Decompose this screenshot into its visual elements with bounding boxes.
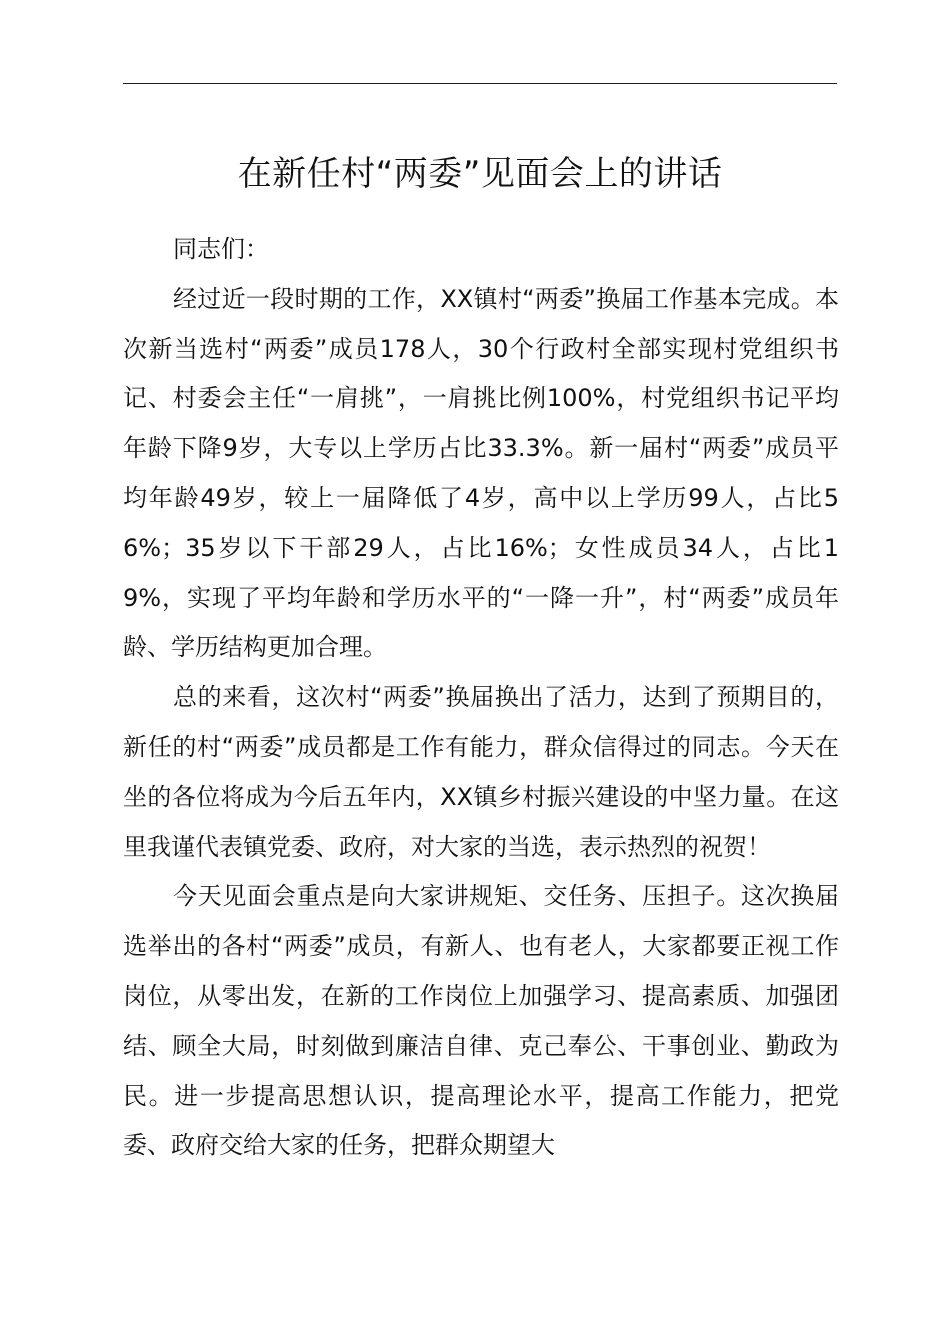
document-body [123, 225, 839, 1171]
document-title: 在新任村“两委”见面会上的讲话 [237, 154, 723, 194]
paragraph-2: 总的来看，这次村“两委”换届换出了活力，达到了预期目的，新任的村“两委”成员都是工作有能力，群众信得过的同志。今天在坐的各位将成为今后五年内，XX镇乡村振兴建设的中坚力量。在这里我谨代表镇党委、政府，对大家的当选，表示热烈的祝贺！ [123, 683, 839, 861]
salutation: 同志们： [173, 235, 269, 263]
header-rule [123, 83, 837, 84]
paragraph-1: 经过近一段时期的工作，XX镇村“两委”换届工作基本完成。本次新当选村“两委”成员178人，30个行政村全部实现村党组织书记、村委会主任“一肩挑”，一肩挑比例100%，村党组织书记平均年龄下降9岁，大专以上学历占比33.3%。新一届村“两委”成员平均年龄49岁，较上一届降低了4岁，高中以上学历99人，占比56%；35岁以下干部29人，占比16%；女性成员34人，占比19%，实现了平均年龄和学历水平的“一降一升”，村“两委”成员年龄、学历结构更加合理。 [123, 284, 839, 662]
paragraph-3: 今天见面会重点是向大家讲规矩、交任务、压担子。这次换届选举出的各村“两委”成员，有新人、也有老人，大家都要正视工作岗位，从零出发，在新的工作岗位上加强学习、提高素质、加强团结、顾全大局，时刻做到廉洁自律、克己奉公、干事创业、勤政为民。进一步提高思想认识，提高理论水平，提高工作能力，把党委、政府交给大家的任务，把群众期望大 [123, 882, 839, 1160]
